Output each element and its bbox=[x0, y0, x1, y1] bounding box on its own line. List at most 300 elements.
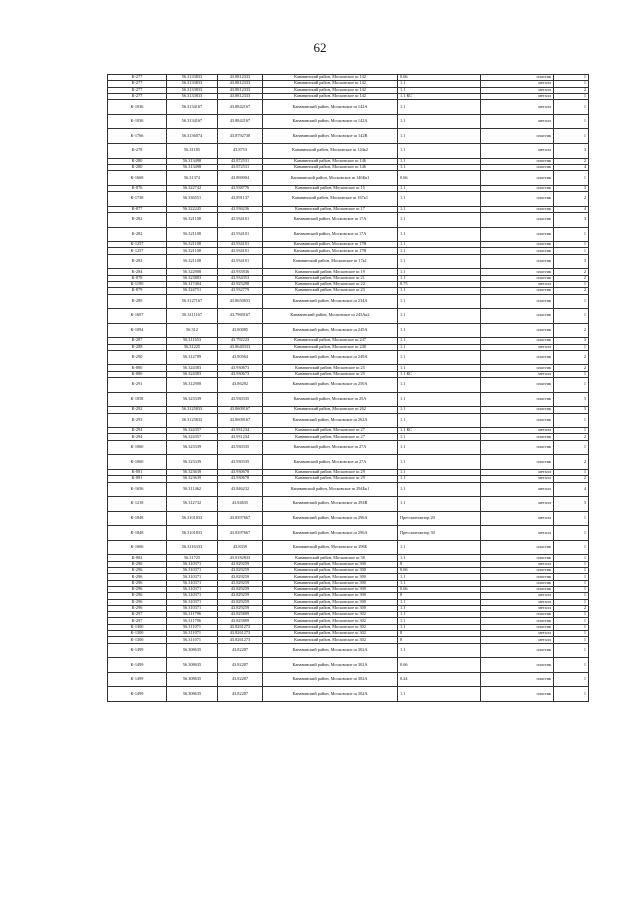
address-cell: Канавинский район, Московское ш 300 bbox=[263, 605, 398, 611]
description-cell: 8 bbox=[398, 637, 481, 643]
longitude-cell: 43.82287 bbox=[218, 658, 263, 673]
object-code-cell: К-296 bbox=[108, 574, 167, 580]
address-cell: Канавинский район, Московское ш 22 bbox=[263, 281, 398, 287]
longitude-cell: 43.925298 bbox=[218, 281, 263, 287]
address-cell: Канавинский район, Московское ш 302 bbox=[263, 631, 398, 637]
quantity-cell: 1 bbox=[554, 586, 589, 592]
material-cell: металл bbox=[481, 469, 554, 475]
latitude-cell: 56.322908 bbox=[167, 269, 218, 275]
quantity-cell: 2 bbox=[554, 158, 589, 164]
object-code-cell: К-1058 bbox=[108, 392, 167, 407]
description-cell: 1.1 bbox=[398, 599, 481, 605]
material-cell: пластик bbox=[481, 206, 554, 212]
description-cell: 1.1 bbox=[398, 497, 481, 512]
description-cell: 1.1 bbox=[398, 469, 481, 475]
latitude-cell: 56.3133833 bbox=[167, 87, 218, 93]
description-cell: 1.1 bbox=[398, 365, 481, 371]
material-cell: пластик bbox=[481, 288, 554, 294]
latitude-cell: 56.324383 bbox=[167, 365, 218, 371]
quantity-cell: 1 bbox=[554, 568, 589, 574]
longitude-cell: 43.792223 bbox=[218, 338, 263, 344]
table-row bbox=[108, 114, 589, 129]
quantity-cell: 1 bbox=[554, 599, 589, 605]
object-code-cell: К-290 bbox=[108, 350, 167, 365]
latitude-cell: 56.323883 bbox=[167, 275, 218, 281]
quantity-cell: 3 bbox=[554, 254, 589, 269]
description-cell: 0.66 bbox=[398, 568, 481, 574]
description-cell: 0.66 bbox=[398, 75, 481, 81]
longitude-cell: 43.80564 bbox=[218, 350, 263, 365]
material-cell: металл bbox=[481, 476, 554, 482]
table-row bbox=[108, 392, 589, 407]
description-cell: 1.1 bbox=[398, 288, 481, 294]
table-row bbox=[108, 378, 589, 393]
quantity-cell: 1 bbox=[554, 371, 589, 377]
latitude-cell: 56.3111167 bbox=[167, 309, 218, 324]
latitude-cell: 56.310371 bbox=[167, 561, 218, 567]
material-cell: пластик bbox=[481, 618, 554, 624]
description-cell: 1.1 bbox=[398, 407, 481, 413]
quantity-cell: 3 bbox=[554, 497, 589, 512]
object-code-cell: К-879 bbox=[108, 288, 167, 294]
description-cell: 1.1 bbox=[398, 114, 481, 129]
latitude-cell: 56.3133833 bbox=[167, 81, 218, 87]
object-code-cell: К-877 bbox=[108, 206, 167, 212]
quantity-cell: 2 bbox=[554, 275, 589, 281]
address-cell: Канавинский район, Московское ш 29 bbox=[263, 476, 398, 482]
description-cell: 0.24 bbox=[398, 672, 481, 687]
quantity-cell: 4 bbox=[554, 206, 589, 212]
material-cell: пластик bbox=[481, 75, 554, 81]
object-code-cell: К-284 bbox=[108, 269, 167, 275]
material-cell: пластик bbox=[481, 455, 554, 470]
longitude-cell: 43.829259 bbox=[218, 593, 263, 599]
longitude-cell: 43.872531 bbox=[218, 164, 263, 170]
object-code-cell: К-293 bbox=[108, 413, 167, 428]
material-cell: пластик bbox=[481, 658, 554, 673]
table-row bbox=[108, 526, 589, 541]
longitude-cell: 43.86292 bbox=[218, 378, 263, 393]
latitude-cell: 56.3134167 bbox=[167, 114, 218, 129]
page-number: 62 bbox=[313, 40, 327, 55]
address-cell: Канавинский район, Московское ш 243Ак2 bbox=[263, 309, 398, 324]
latitude-cell: 56.3101833 bbox=[167, 526, 218, 541]
description-cell: 1.1 bbox=[398, 81, 481, 87]
latitude-cell: 56.31225 bbox=[167, 344, 218, 350]
longitude-cell: 43.8812333 bbox=[218, 75, 263, 81]
description-cell: 1.1 bbox=[398, 618, 481, 624]
description-cell: 1.1 bbox=[398, 643, 481, 658]
description-cell: 1.1 КС bbox=[398, 428, 481, 434]
address-cell: Канавинский район, Московское ш 146 bbox=[263, 164, 398, 170]
latitude-cell: 56.324357 bbox=[167, 428, 218, 434]
address-cell: Канавинский район, Московское ш 142 bbox=[263, 93, 398, 99]
longitude-cell: 43.938776 bbox=[218, 185, 263, 191]
object-code-cell: К-881 bbox=[108, 469, 167, 475]
object-code-cell: К-283 bbox=[108, 254, 167, 269]
table-row bbox=[108, 309, 589, 324]
description-cell: 1.1 bbox=[398, 392, 481, 407]
description-cell: 1.1 bbox=[398, 129, 481, 144]
table-row bbox=[108, 192, 589, 207]
quantity-cell: 1 bbox=[554, 631, 589, 637]
material-cell: металл bbox=[481, 87, 554, 93]
quantity-cell: 2 bbox=[554, 365, 589, 371]
address-cell: Канавинский район, Московское ш 300 bbox=[263, 586, 398, 592]
longitude-cell: 43.9182833 bbox=[218, 555, 263, 561]
longitude-cell: 43.846232 bbox=[218, 482, 263, 497]
address-cell: Канавинский район, Московское ш 21 bbox=[263, 275, 398, 281]
description-cell: Прессконтактор 20 bbox=[398, 511, 481, 526]
material-cell: металл bbox=[481, 143, 554, 158]
latitude-cell: 56.310371 bbox=[167, 568, 218, 574]
longitude-cell: 43.869004 bbox=[218, 171, 263, 186]
object-code-cell: К-280 bbox=[108, 164, 167, 170]
quantity-cell: 1 bbox=[554, 672, 589, 687]
longitude-cell: 43.932779 bbox=[218, 288, 263, 294]
description-cell: 1.1 bbox=[398, 612, 481, 618]
quantity-cell: 3 bbox=[554, 212, 589, 227]
latitude-cell: 56.321108 bbox=[167, 212, 218, 227]
object-code-cell: К-1300 bbox=[108, 624, 167, 630]
address-cell: Канавинский район, Московское ш 17А bbox=[263, 212, 398, 227]
description-cell: 8 bbox=[398, 561, 481, 567]
object-code-cell: К-1766 bbox=[108, 129, 167, 144]
material-cell: пластик bbox=[481, 687, 554, 702]
table-row bbox=[108, 212, 589, 227]
object-code-cell: К-1300 bbox=[108, 631, 167, 637]
address-cell: Канавинский район, Московское ш 142 bbox=[263, 87, 398, 93]
registry-table-body bbox=[108, 75, 589, 702]
description-cell: 1.1 bbox=[398, 164, 481, 170]
latitude-cell: 56.308635 bbox=[167, 672, 218, 687]
material-cell: пластик bbox=[481, 580, 554, 586]
quantity-cell: 1 bbox=[554, 171, 589, 186]
object-code-cell: К-1499 bbox=[108, 658, 167, 673]
latitude-cell: 56.308635 bbox=[167, 643, 218, 658]
longitude-cell: 43.8261273 bbox=[218, 624, 263, 630]
material-cell: пластик bbox=[481, 158, 554, 164]
quantity-cell: 1 bbox=[554, 469, 589, 475]
address-cell: Канавинский район, Московское ш 249А bbox=[263, 350, 398, 365]
longitude-cell: 43.825809 bbox=[218, 612, 263, 618]
address-cell: Канавинский район, Московское ш 302А bbox=[263, 672, 398, 687]
latitude-cell: 56.317404 bbox=[167, 281, 218, 287]
address-cell: Канавинский район, Московское ш 302А bbox=[263, 643, 398, 658]
quantity-cell: 1 bbox=[554, 428, 589, 434]
quantity-cell: 2 bbox=[554, 288, 589, 294]
object-code-cell: К-1060 bbox=[108, 440, 167, 455]
address-cell: Канавинский район, Московское ш 23 bbox=[263, 288, 398, 294]
object-code-cell: К-296 bbox=[108, 580, 167, 586]
description-cell: 1.1 bbox=[398, 555, 481, 561]
description-cell: 0.66 bbox=[398, 658, 481, 673]
latitude-cell: 56.313498 bbox=[167, 164, 218, 170]
object-code-cell: К-882 bbox=[108, 555, 167, 561]
object-code-cell: К-880 bbox=[108, 365, 167, 371]
object-code-cell: К-1499 bbox=[108, 643, 167, 658]
material-cell: металл bbox=[481, 114, 554, 129]
latitude-cell: 56.323639 bbox=[167, 469, 218, 475]
description-cell: 1.1 bbox=[398, 275, 481, 281]
latitude-cell: 56.310371 bbox=[167, 580, 218, 586]
address-cell: Канавинский район, Московское ш 296А bbox=[263, 526, 398, 541]
address-cell: Канавинский район, Московское ш 234А bbox=[263, 294, 398, 309]
object-code-cell: К-1094 bbox=[108, 323, 167, 338]
description-cell: 1.1 bbox=[398, 323, 481, 338]
description-cell: 1.1 bbox=[398, 440, 481, 455]
longitude-cell: 43.82287 bbox=[218, 687, 263, 702]
object-code-cell: К-280 bbox=[108, 158, 167, 164]
address-cell: Канавинский район, Московское ш 146Бк1 bbox=[263, 171, 398, 186]
table-row bbox=[108, 455, 589, 470]
latitude-cell: 56.311796 bbox=[167, 618, 218, 624]
material-cell: пластик bbox=[481, 185, 554, 191]
material-cell: металл bbox=[481, 593, 554, 599]
latitude-cell: 56.311653 bbox=[167, 338, 218, 344]
address-cell: Канавинский район, Московское ш 245А bbox=[263, 323, 398, 338]
material-cell: металл bbox=[481, 631, 554, 637]
address-cell: Канавинский район, Московское ш 142В bbox=[263, 129, 398, 144]
table-row bbox=[108, 350, 589, 365]
latitude-cell: 56.312 bbox=[167, 323, 218, 338]
description-cell: 1.1 bbox=[398, 476, 481, 482]
longitude-cell: 43.8261273 bbox=[218, 631, 263, 637]
object-code-cell: К-1036 bbox=[108, 100, 167, 115]
object-code-cell: К-282 bbox=[108, 212, 167, 227]
latitude-cell: 56.3133833 bbox=[167, 75, 218, 81]
longitude-cell: 43.829259 bbox=[218, 574, 263, 580]
latitude-cell: 56.3116333 bbox=[167, 540, 218, 555]
description-cell: 1.1 bbox=[398, 206, 481, 212]
description-cell: 1.1 bbox=[398, 434, 481, 440]
longitude-cell: 43.931234 bbox=[218, 428, 263, 434]
latitude-cell: 56.310371 bbox=[167, 593, 218, 599]
object-code-cell: К-289 bbox=[108, 294, 167, 309]
longitude-cell: 43.8640333 bbox=[218, 344, 263, 350]
material-cell: металл bbox=[481, 637, 554, 643]
quantity-cell: 2 bbox=[554, 605, 589, 611]
quantity-cell: 1 bbox=[554, 511, 589, 526]
description-cell: 1.1 bbox=[398, 413, 481, 428]
latitude-cell: 56.312789 bbox=[167, 350, 218, 365]
description-cell: 1.1 bbox=[398, 338, 481, 344]
latitude-cell: 56.324383 bbox=[167, 371, 218, 377]
object-code-cell: К-278 bbox=[108, 143, 167, 158]
longitude-cell: 43.8753 bbox=[218, 143, 263, 158]
object-code-cell: К-881 bbox=[108, 476, 167, 482]
description-cell: 1.1 bbox=[398, 269, 481, 275]
material-cell: пластик bbox=[481, 164, 554, 170]
object-code-cell: К-1606 bbox=[108, 540, 167, 555]
address-cell: Канавинский район, Московское ш 146 bbox=[263, 158, 398, 164]
latitude-cell: 56.323639 bbox=[167, 476, 218, 482]
material-cell: пластик bbox=[481, 440, 554, 455]
quantity-cell: 1 bbox=[554, 555, 589, 561]
address-cell: Канавинский район, Московское ш 167к1 bbox=[263, 192, 398, 207]
latitude-cell: 56.3101833 bbox=[167, 511, 218, 526]
quantity-cell: 1 bbox=[554, 540, 589, 555]
quantity-cell: 1 bbox=[554, 294, 589, 309]
longitude-cell: 43.935836 bbox=[218, 269, 263, 275]
address-cell: Канавинский район, Московское ш 300 bbox=[263, 599, 398, 605]
description-cell: 8 bbox=[398, 593, 481, 599]
address-cell: Канавинский район, Московское ш 262А bbox=[263, 413, 398, 428]
address-cell: Канавинский район, Московское ш 144к2 bbox=[263, 143, 398, 158]
address-cell: Канавинский район, Московское ш 300 bbox=[263, 561, 398, 567]
address-cell: Канавинский район, Московское ш 300 bbox=[263, 593, 398, 599]
description-cell: 1.1 bbox=[398, 624, 481, 630]
longitude-cell: 43.8339 bbox=[218, 540, 263, 555]
latitude-cell: 56.311796 bbox=[167, 612, 218, 618]
address-cell: Канавинский район, Московское ш 300 bbox=[263, 574, 398, 580]
quantity-cell: 1 bbox=[554, 624, 589, 630]
object-code-cell: К-277 bbox=[108, 81, 167, 87]
address-cell: Канавинский район, Московское ш 17В bbox=[263, 242, 398, 248]
object-code-cell: К-1060 bbox=[108, 455, 167, 470]
longitude-cell: 43.934101 bbox=[218, 212, 263, 227]
longitude-cell: 43.930678 bbox=[218, 469, 263, 475]
address-cell: Канавинский район, Московское ш 142 bbox=[263, 81, 398, 87]
material-cell: металл bbox=[481, 344, 554, 350]
material-cell: пластик bbox=[481, 248, 554, 254]
table-row bbox=[108, 171, 589, 186]
address-cell: Канавинский район, Московское ш 27 bbox=[263, 434, 398, 440]
description-cell: 0.66 bbox=[398, 586, 481, 592]
material-cell: пластик bbox=[481, 413, 554, 428]
longitude-cell: 43.80085 bbox=[218, 323, 263, 338]
longitude-cell: 43.8812333 bbox=[218, 81, 263, 87]
table-row bbox=[108, 672, 589, 687]
longitude-cell: 43.8842167 bbox=[218, 114, 263, 129]
material-cell: металл bbox=[481, 100, 554, 115]
material-cell: пластик bbox=[481, 540, 554, 555]
latitude-cell: 56.310371 bbox=[167, 599, 218, 605]
longitude-cell: 43.8397667 bbox=[218, 511, 263, 526]
quantity-cell: 1 bbox=[554, 526, 589, 541]
object-code-cell: К-1218 bbox=[108, 497, 167, 512]
object-code-cell: К-878 bbox=[108, 275, 167, 281]
longitude-cell: 43.7969167 bbox=[218, 309, 263, 324]
latitude-cell: 56.321108 bbox=[167, 227, 218, 242]
latitude-cell: 56.308635 bbox=[167, 687, 218, 702]
longitude-cell: 43.8261273 bbox=[218, 637, 263, 643]
description-cell: 1.1 bbox=[398, 100, 481, 115]
object-code-cell: К-277 bbox=[108, 75, 167, 81]
material-cell: металл bbox=[481, 511, 554, 526]
material-cell: пластик bbox=[481, 129, 554, 144]
description-cell: 1.1 bbox=[398, 482, 481, 497]
object-code-cell: К-1848 bbox=[108, 526, 167, 541]
latitude-cell: 56.323339 bbox=[167, 455, 218, 470]
quantity-cell: 1 bbox=[554, 248, 589, 254]
quantity-cell: 1 bbox=[554, 580, 589, 586]
latitude-cell: 56.31725 bbox=[167, 555, 218, 561]
address-cell: Канавинский район, Московское ш 302А bbox=[263, 658, 398, 673]
material-cell: пластик bbox=[481, 212, 554, 227]
quantity-cell: 1 bbox=[554, 93, 589, 99]
material-cell: пластик bbox=[481, 568, 554, 574]
quantity-cell: 1 bbox=[554, 100, 589, 115]
description-cell: 1.1 bbox=[398, 185, 481, 191]
material-cell: металл bbox=[481, 497, 554, 512]
longitude-cell: 43.8609167 bbox=[218, 407, 263, 413]
address-cell: Канавинский район, Московское ш 17А bbox=[263, 227, 398, 242]
address-cell: Канавинский район, Московское ш 300 bbox=[263, 568, 398, 574]
longitude-cell: 43.930673 bbox=[218, 371, 263, 377]
longitude-cell: 43.8812333 bbox=[218, 87, 263, 93]
material-cell: пластик bbox=[481, 242, 554, 248]
longitude-cell: 43.930678 bbox=[218, 476, 263, 482]
description-cell: 8 bbox=[398, 631, 481, 637]
quantity-cell: 2 bbox=[554, 192, 589, 207]
latitude-cell: 56.321108 bbox=[167, 254, 218, 269]
latitude-cell: 56.312732 bbox=[167, 497, 218, 512]
description-cell: 1.1 bbox=[398, 227, 481, 242]
latitude-cell: 56.336551 bbox=[167, 192, 218, 207]
object-code-cell: К-296 bbox=[108, 599, 167, 605]
material-cell: металл bbox=[481, 599, 554, 605]
material-cell: пластик bbox=[481, 624, 554, 630]
object-code-cell: К-296 bbox=[108, 593, 167, 599]
latitude-cell: 56.31185 bbox=[167, 143, 218, 158]
longitude-cell: 43.8842167 bbox=[218, 100, 263, 115]
quantity-cell: 4 bbox=[554, 482, 589, 497]
longitude-cell: 43.891137 bbox=[218, 192, 263, 207]
table-row bbox=[108, 413, 589, 428]
table-row bbox=[108, 511, 589, 526]
description-cell: 0.66 bbox=[398, 171, 481, 186]
quantity-cell: 3 bbox=[554, 407, 589, 413]
table-row bbox=[108, 143, 589, 158]
object-code-cell: К-296 bbox=[108, 605, 167, 611]
table-row bbox=[108, 100, 589, 115]
material-cell: металл bbox=[481, 371, 554, 377]
object-code-cell: К-1257 bbox=[108, 248, 167, 254]
object-code-cell: К-282 bbox=[108, 227, 167, 242]
quantity-cell: 1 bbox=[554, 612, 589, 618]
object-code-cell: К-296 bbox=[108, 561, 167, 567]
longitude-cell: 43.934101 bbox=[218, 242, 263, 248]
address-cell: Канавинский район, Московское ш 17к1 bbox=[263, 254, 398, 269]
address-cell: Канавинский район, Московское ш 29 bbox=[263, 469, 398, 475]
object-code-cell: К-1656 bbox=[108, 482, 167, 497]
longitude-cell: 43.934353 bbox=[218, 275, 263, 281]
object-code-cell: К-1738 bbox=[108, 192, 167, 207]
table-row bbox=[108, 294, 589, 309]
material-cell: пластик bbox=[481, 294, 554, 309]
registry-table bbox=[107, 74, 589, 702]
description-cell: 1.1 bbox=[398, 350, 481, 365]
table-row bbox=[108, 129, 589, 144]
object-code-cell: К-292 bbox=[108, 407, 167, 413]
address-cell: Канавинский район, Московское ш 30 bbox=[263, 555, 398, 561]
object-code-cell: К-294 bbox=[108, 434, 167, 440]
material-cell: пластик bbox=[481, 643, 554, 658]
material-cell: пластик bbox=[481, 338, 554, 344]
description-cell: 1.1 bbox=[398, 242, 481, 248]
longitude-cell: 43.829259 bbox=[218, 599, 263, 605]
quantity-cell: 3 bbox=[554, 338, 589, 344]
quantity-cell: 1 bbox=[554, 413, 589, 428]
description-cell: 1.1 КС bbox=[398, 371, 481, 377]
description-cell: 1.1 bbox=[398, 574, 481, 580]
latitude-cell: 56.311071 bbox=[167, 631, 218, 637]
object-code-cell: К-876 bbox=[108, 185, 167, 191]
quantity-cell: 1 bbox=[554, 114, 589, 129]
latitude-cell: 56.323339 bbox=[167, 392, 218, 407]
quantity-cell: 3 bbox=[554, 185, 589, 191]
